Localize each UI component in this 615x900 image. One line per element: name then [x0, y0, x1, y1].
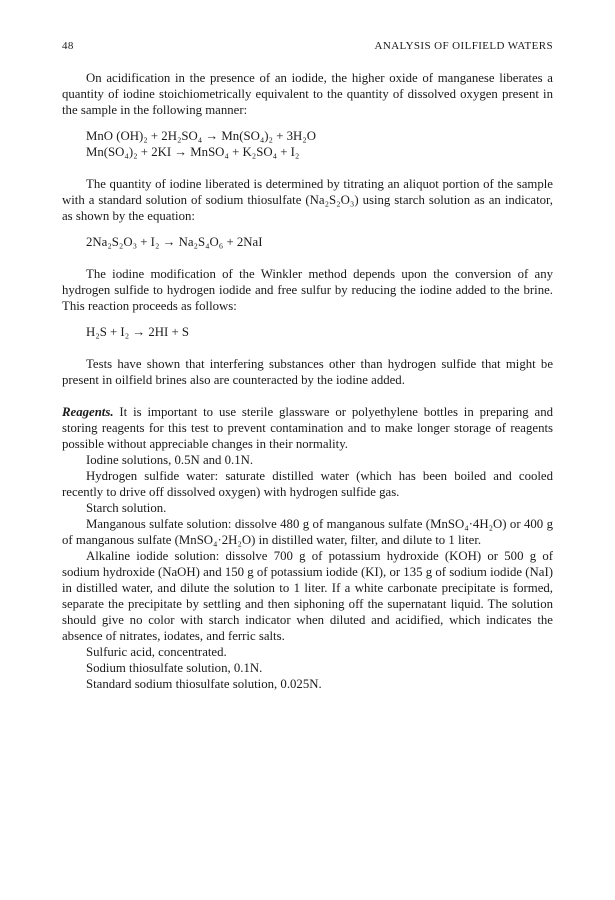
reagents-intro — [62, 404, 553, 452]
reagent-h2s-water: Hydrogen sulfide water: saturate distilled water (which has been boiled and cooled recently to drive off dissolved oxygen) with hydrogen sulfide gas. — [62, 469, 553, 499]
running-header — [62, 38, 553, 54]
running-title: ANALYSIS OF OILFIELD WATERS — [374, 40, 553, 52]
paragraph-acidification: On acidification in the presence of an iodide, the higher oxide of manganese liberates a quantity of iodine stoichiometrically equivalent to the quantity of dissolved oxygen present in the sample in the following manner: — [62, 71, 553, 117]
paragraph-titration — [62, 176, 553, 224]
reagent-sulfuric-acid: Sulfuric acid, concentrated. — [86, 645, 227, 659]
equation-h2s-iodine: H₂S + I₂ → 2HI + S — [86, 325, 189, 339]
thiosulfate-formula: ₂S₂O₃ — [324, 193, 355, 207]
equation-thiosulfate-iodine: 2Na₂S₂O₃ + I₂ → Na₂S₄O₆ + 2NaI — [86, 235, 263, 249]
document-page — [62, 38, 553, 692]
page-number: 48 — [62, 40, 74, 52]
reagent-thiosulfate-01n: Sodium thiosulfate solution, 0.1N. — [86, 661, 263, 675]
equation-mn-so4-2: Mn(SO₄)₂ + 2KI → MnSO₄ + K₂SO₄ + I₂ — [86, 145, 300, 159]
reagent-iodine: Iodine solutions, 0.5N and 0.1N. — [86, 453, 254, 467]
paragraph-winkler: The iodine modification of the Winkler method depends upon the conversion of any hydrogen sulfide to hydrogen iodide and free sulfur by reducing the iodine added to the brine. This reaction proceeds as follows: — [62, 267, 553, 313]
titration-text-b: ) using starch solution as an indicator, as shown by the equation: — [62, 193, 553, 223]
reagent-alkaline-iodide: Alkaline iodide solution: dissolve 700 g of potassium hydroxide (KOH) or 500 g of sodium hydroxide (NaOH) and 150 g of potassium iodide (KI), or 135 g of sodium iodide (NaI) in distilled water, and dilute the solution to 1 liter. If a white carbonate precipitate is formed, separate the precipitate by settling and then siphoning off the supernatant liquid. The solution should give no color with starch indicator when diluted and acidified, which indicates the absence of nitrates, iodates, and ferric salts. — [62, 549, 553, 643]
paragraph-interfering: Tests have shown that interfering substances other than hydrogen sulfide that might be present in oilfield brines also are counteracted by the iodine added. — [62, 357, 553, 387]
equation-mno-oh2: MnO (OH)₂ + 2H₂SO₄ → Mn(SO₄)₂ + 3H₂O — [86, 129, 316, 143]
reagents-intro-text: It is important to use sterile glassware or polyethylene bottles in preparing and storing reagents for this test to prevent contamination and to make longer storage of reagents possible without appreciable changes in their normality. — [62, 405, 553, 451]
reagent-starch: Starch solution. — [86, 501, 167, 515]
reagent-thiosulfate-0025n: Standard sodium thiosulfate solution, 0.025N. — [86, 677, 322, 691]
reagents-heading: Reagents. — [62, 405, 114, 419]
reagent-manganous-sulfate: Manganous sulfate solution: dissolve 480 g of manganous sulfate (MnSO₄·4H₂O) or 400 g of manganous sulfate (MnSO₄·2H₂O) in distilled water, filter, and dilute to 1 liter. — [62, 517, 553, 547]
titration-text-a: The quantity of iodine liberated is determined by titrating an aliquot portion of the sample with a standard solution of sodium thiosulfate (Na — [62, 177, 553, 207]
